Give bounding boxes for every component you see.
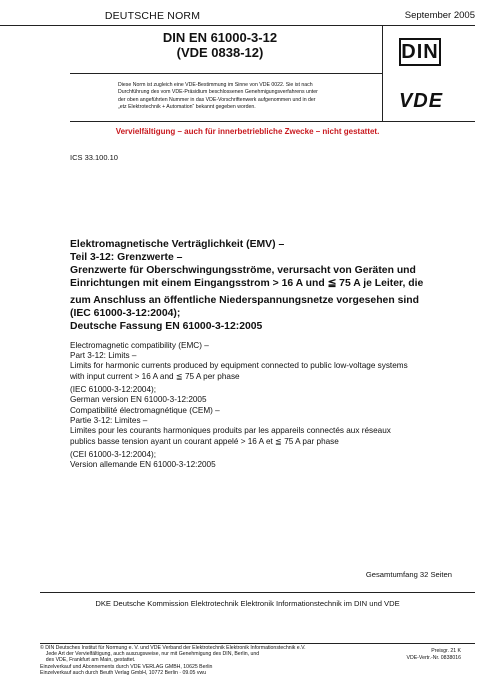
reproduction-notice: Vervielfältigung – auch für innerbetriebliche Zwecke – nicht gestattet. (115, 127, 380, 136)
title-de-line: Deutsche Fassung EN 61000-3-12:2005 (70, 321, 263, 332)
title-french (70, 406, 460, 470)
vde-number: (VDE 0838-12) (176, 45, 264, 60)
notice-line: Diese Norm ist zugleich eine VDE-Bestimmung im Sinne von VDE 0022. Sie ist nach (118, 82, 313, 88)
copyright-line: Jede Art der Vervielfältigung, auch auszugsweise, nur mit Genehmigung des DIN, Berlin, und (40, 651, 260, 658)
committee-rule-top (40, 592, 475, 593)
din-number: DIN EN 61000-3-12 (162, 30, 278, 45)
title-de-line: Grenzwerte für Oberschwingungsströme, verursacht von Geräten und (70, 265, 416, 276)
order-number: VDE-Vertr.-Nr. 0838016 (406, 654, 461, 661)
price-group: Preisgr. 21 K (431, 648, 461, 654)
copyright-line: Einzelverkauf und Abonnements durch VDE VERLAG GMBH, 10625 Berlin (40, 663, 213, 670)
copyright-line: Einzelverkauf auch durch Beuth Verlag GmbH, 10772 Berlin · 09.05 vwu (40, 669, 207, 676)
title-en-line: German version EN 61000-3-12:2005 (70, 395, 207, 405)
title-de-line: (IEC 61000-3-12:2004); (70, 308, 181, 319)
title-fr-line: Compatibilité électromagnétique (CEM) – (70, 406, 220, 415)
logo-divider (382, 25, 383, 121)
committee-name: DKE Deutsche Kommission Elektrotechnik Elektronik Informationstechnik im DIN und VDE (95, 599, 400, 608)
notice-line: „etz Elektrotechnik + Automation“ bekannt gegeben worden. (118, 104, 256, 111)
standard-type-label: DEUTSCHE NORM (104, 10, 201, 22)
title-fr-line: publics basse tension ayant un courant appelé > 16 A et ≦ 75 A par phase (70, 436, 339, 446)
total-pages: Gesamtumfang 32 Seiten (365, 570, 452, 579)
publication-date: September 2005 (404, 10, 475, 21)
din-logo: DIN (401, 41, 439, 63)
title-de-line: zum Anschluss an öffentliche Niederspannungsnetze vorgesehen sind (70, 295, 419, 306)
copyright-line: © DIN Deutsches Institut für Normung e. V. und VDE Verband der Elektrotechnik Elektronik Informationstechnik e.V. (40, 645, 306, 651)
title-en-line: (IEC 61000-3-12:2004); (70, 384, 157, 394)
title-en-line: Part 3-12: Limits – (70, 351, 137, 361)
notice-line: Durchführung des vom VDE-Präsidium beschlossenen Genehmigungsverfahrens unter (118, 89, 318, 96)
vde-notice (118, 82, 372, 112)
title-en-line: with input current > 16 A and ≦ 75 A per phase (70, 371, 240, 381)
title-german (70, 238, 450, 333)
title-fr-line: Partie 3-12: Limites – (70, 416, 148, 426)
title-de-line: Elektromagnetische Verträglichkeit (EMV) – (70, 239, 285, 250)
notice-box-rule (70, 121, 475, 122)
title-fr-line: Version allemande EN 61000-3-12:2005 (70, 460, 216, 470)
header-rule (0, 25, 475, 26)
title-de-line: Teil 3-12: Grenzwerte – (70, 252, 183, 263)
footer-rule (40, 643, 475, 644)
vde-logo: VDE (398, 90, 444, 112)
copyright-notice (40, 645, 340, 676)
notice-line: der oben angeführten Nummer in das VDE-Vorschriftenwerk aufgenommen und in der (118, 96, 316, 103)
title-fr-line: (CEI 61000-3-12:2004); (70, 449, 157, 459)
title-de-line: Einrichtungen mit einem Eingangsstrom > 16 A und ≦ 75 A je Leiter, die (70, 278, 424, 289)
ics-code: ICS 33.100.10 (70, 153, 118, 162)
order-info (407, 648, 462, 661)
title-box-rule (70, 73, 382, 74)
title-en-line: Electromagnetic compatibility (EMC) – (70, 341, 209, 350)
document-designation (70, 30, 370, 60)
title-english (70, 341, 460, 405)
title-en-line: Limits for harmonic currents produced by equipment connected to public low-voltage systems (70, 361, 408, 371)
copyright-line: des VDE, Frankfurt am Main, gestattet. (40, 657, 136, 664)
title-fr-line: Limites pour les courants harmoniques produits par les appareils connectés aux réseaux (70, 426, 391, 436)
